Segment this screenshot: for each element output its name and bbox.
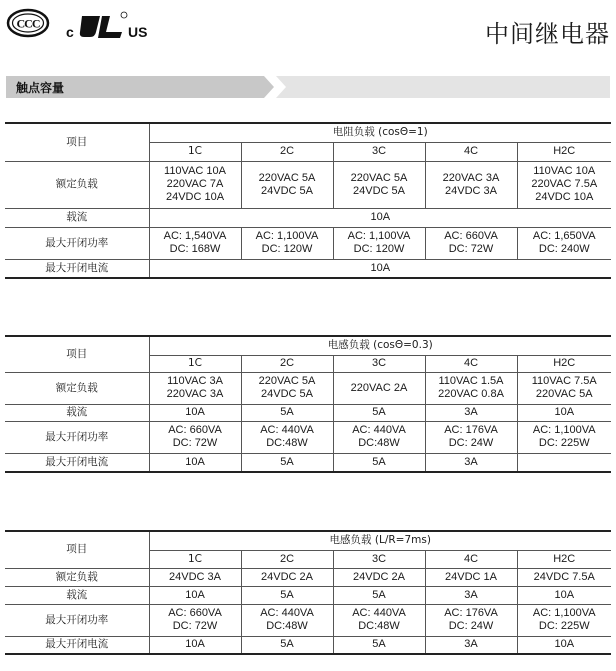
max-switching-power-cell: AC: 1,650VA DC: 240W [517, 227, 611, 259]
carry-current-cell: 10A [149, 404, 241, 421]
carry-current-row [5, 208, 611, 227]
rated-load-cell: 110VAC 1.5A 220VAC 0.8A [425, 372, 517, 404]
column-3c: 3C [333, 550, 425, 568]
max-switching-power-row [5, 227, 611, 259]
max-switching-current-row [5, 453, 611, 472]
inductive-load-lr-table [5, 530, 611, 655]
max-switching-power-label: 最大开闭功率 [5, 227, 149, 259]
max-switching-current-cell: 3A [425, 453, 517, 472]
column-2c: 2C [241, 142, 333, 161]
rated-load-cell: 220VAC 5A 24VDC 5A [241, 372, 333, 404]
max-switching-power-cell: AC: 1,100VA DC: 225W [517, 421, 611, 453]
max-switching-current-row [5, 636, 611, 654]
max-switching-current-cell: 5A [333, 453, 425, 472]
rated-load-cell: 24VDC 2A [333, 568, 425, 586]
max-switching-current-cell: 10A [517, 636, 611, 654]
max-switching-current-cell [517, 453, 611, 472]
ul-logo [66, 10, 162, 40]
column-h2c: H2C [517, 142, 611, 161]
carry-current-label: 载流 [5, 586, 149, 604]
column-4c: 4C [425, 142, 517, 161]
max-switching-current-cell: 5A [241, 453, 333, 472]
carry-current-row [5, 586, 611, 604]
column-1c: 1C [149, 355, 241, 372]
page-header [0, 0, 616, 62]
carry-current-label: 载流 [5, 208, 149, 227]
rated-load-cell: 220VAC 5A 24VDC 5A [333, 161, 425, 208]
max-switching-power-cell: AC: 176VA DC: 24W [425, 604, 517, 636]
max-switching-current-row [5, 259, 611, 278]
max-switching-current-cell: 10A [149, 453, 241, 472]
column-1c: 1C [149, 142, 241, 161]
max-switching-power-cell: AC: 1,100VA DC: 120W [333, 227, 425, 259]
max-switching-current-cell: 5A [333, 636, 425, 654]
carry-current-label: 载流 [5, 404, 149, 421]
column-h2c: H2C [517, 550, 611, 568]
max-switching-power-cell: AC: 660VA DC: 72W [149, 421, 241, 453]
carry-current-cell: 10A [149, 586, 241, 604]
rated-load-cell: 24VDC 3A [149, 568, 241, 586]
resistive-load-table [5, 122, 611, 279]
rated-load-row [5, 568, 611, 586]
rated-load-cell: 220VAC 3A 24VDC 3A [425, 161, 517, 208]
item-header: 项目 [5, 531, 149, 568]
carry-current-cell: 3A [425, 586, 517, 604]
load-type-header: 电感负载 (cosΘ=0.3) [149, 336, 611, 355]
column-h2c: H2C [517, 355, 611, 372]
max-switching-power-cell: AC: 440VA DC:48W [241, 604, 333, 636]
rated-load-cell: 110VAC 10A 220VAC 7.5A 24VDC 10A [517, 161, 611, 208]
item-header: 项目 [5, 336, 149, 372]
max-switching-current-cell: 10A [149, 259, 611, 278]
rated-load-cell: 220VAC 2A [333, 372, 425, 404]
section-header-bar [6, 76, 610, 98]
svg-text:c: c [66, 24, 74, 40]
ccc-logo [6, 8, 50, 38]
max-switching-power-label: 最大开闭功率 [5, 604, 149, 636]
page-title: 中间继电器 [485, 20, 610, 48]
max-switching-power-cell: AC: 1,100VA DC: 120W [241, 227, 333, 259]
rated-load-cell: 110VAC 10A 220VAC 7A 24VDC 10A [149, 161, 241, 208]
section-title: 触点容量 [16, 81, 65, 95]
rated-load-label: 额定负载 [5, 161, 149, 208]
carry-current-cell: 10A [149, 208, 611, 227]
max-switching-power-row [5, 604, 611, 636]
carry-current-cell: 10A [517, 404, 611, 421]
max-switching-current-label: 最大开闭电流 [5, 453, 149, 472]
carry-current-row [5, 404, 611, 421]
max-switching-current-cell: 5A [241, 636, 333, 654]
max-switching-current-label: 最大开闭电流 [5, 636, 149, 654]
column-4c: 4C [425, 355, 517, 372]
max-switching-power-cell: AC: 440VA DC:48W [333, 421, 425, 453]
carry-current-cell: 10A [517, 586, 611, 604]
column-2c: 2C [241, 355, 333, 372]
max-switching-power-cell: AC: 1,540VA DC: 168W [149, 227, 241, 259]
carry-current-cell: 5A [333, 586, 425, 604]
item-header: 项目 [5, 123, 149, 161]
rated-load-cell: 110VAC 3A 220VAC 3A [149, 372, 241, 404]
rated-load-cell: 220VAC 5A 24VDC 5A [241, 161, 333, 208]
carry-current-cell: 5A [333, 404, 425, 421]
svg-text:CCC: CCC [16, 16, 40, 31]
max-switching-current-cell: 10A [149, 636, 241, 654]
column-1c: 1C [149, 550, 241, 568]
rated-load-label: 额定负载 [5, 568, 149, 586]
carry-current-cell: 5A [241, 404, 333, 421]
max-switching-power-label: 最大开闭功率 [5, 421, 149, 453]
rated-load-cell: 24VDC 1A [425, 568, 517, 586]
max-switching-power-cell: AC: 440VA DC:48W [333, 604, 425, 636]
rated-load-label: 额定负载 [5, 372, 149, 404]
column-3c: 3C [333, 142, 425, 161]
rated-load-row [5, 372, 611, 404]
column-4c: 4C [425, 550, 517, 568]
rated-load-cell: 24VDC 2A [241, 568, 333, 586]
svg-text:US: US [128, 24, 148, 40]
table-header-row [5, 531, 611, 550]
load-type-header: 电阻负载 (cosΘ=1) [149, 123, 611, 142]
column-2c: 2C [241, 550, 333, 568]
max-switching-power-cell: AC: 660VA DC: 72W [149, 604, 241, 636]
rated-load-cell: 24VDC 7.5A [517, 568, 611, 586]
max-switching-current-cell: 3A [425, 636, 517, 654]
load-type-header: 电感负载 (L/R=7ms) [149, 531, 611, 550]
rated-load-row [5, 161, 611, 208]
max-switching-power-cell: AC: 660VA DC: 72W [425, 227, 517, 259]
table-header-row [5, 336, 611, 355]
max-switching-current-label: 最大开闭电流 [5, 259, 149, 278]
max-switching-power-cell: AC: 176VA DC: 24W [425, 421, 517, 453]
inductive-load-cos-table [5, 335, 611, 473]
max-switching-power-row [5, 421, 611, 453]
table-header-row [5, 123, 611, 142]
max-switching-power-cell: AC: 1,100VA DC: 225W [517, 604, 611, 636]
column-3c: 3C [333, 355, 425, 372]
rated-load-cell: 110VAC 7.5A 220VAC 5A [517, 372, 611, 404]
section-bar-shape [6, 76, 610, 98]
carry-current-cell: 3A [425, 404, 517, 421]
carry-current-cell: 5A [241, 586, 333, 604]
max-switching-power-cell: AC: 440VA DC:48W [241, 421, 333, 453]
